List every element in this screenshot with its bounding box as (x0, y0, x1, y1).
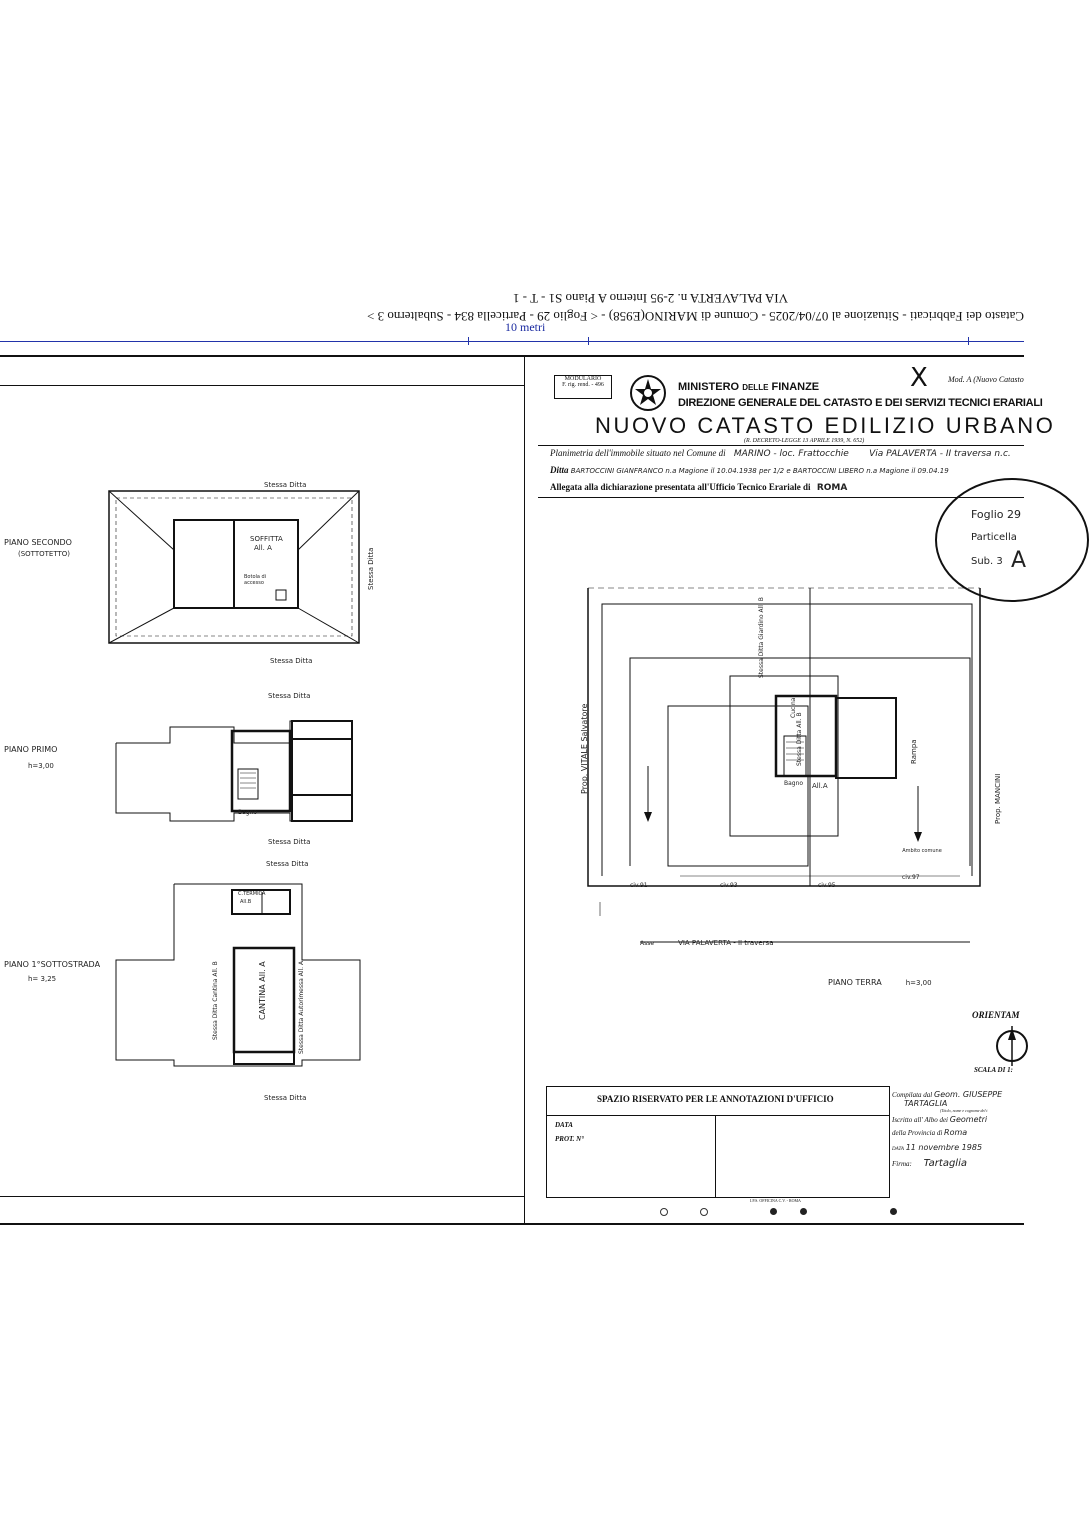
soffitta-all: All. A (254, 544, 272, 552)
rampa-label: Rampa (910, 739, 918, 764)
asse-label: Asse (640, 940, 655, 947)
particella-label: Particella (971, 532, 1017, 543)
ditta-label: Ditta (550, 465, 569, 475)
data2-label: DATA (892, 1147, 904, 1152)
office-box-title: SPAZIO RISERVATO PER LE ANNOTAZIONI D'UFFICIO (597, 1094, 834, 1104)
piano-primo-label: PIANO PRIMO h=3,00 (4, 745, 58, 770)
all-a-terra: All.A (812, 782, 828, 790)
stessa-ditta-autorimessa: Stessa Ditta Autorimessa All. A (298, 960, 305, 1054)
piano-sottostrada-label: PIANO 1°SOTTOSTRADA h= 3,25 (4, 960, 101, 983)
ministry-delle: DELLE (742, 383, 769, 392)
header-line-3: Catasto dei Fabbricati - Situazione al 07/04/2025 - Comune di MARINO(E958) - < Foglio 29 - Particella 834 - Subalterno 3 > (367, 309, 1024, 324)
header-strip (0, 290, 1024, 340)
via-value: Via PALAVERTA - II traversa n.c. (869, 449, 1011, 459)
piano-terra-label: PIANO TERRA (828, 978, 882, 987)
provincia-value: Roma (944, 1128, 968, 1137)
ditta-value: BARTOCCINI GIANFRANCO n.a Magione il 10.04.1938 per 1/2 e BARTOCCINI LIBERO n.a Magione il 09.04.19 (570, 467, 949, 475)
civ-93: civ.93 (720, 882, 738, 889)
cantina-label: CANTINA All. A (258, 961, 267, 1020)
ministry-finanze: FINANZE (771, 381, 820, 393)
emblem-icon (628, 373, 668, 413)
office-box (546, 1086, 890, 1198)
provincia-label: della Provincia di (892, 1129, 943, 1137)
c-termica-label: C.TERMICA (238, 891, 266, 897)
stessa-ditta-giardino: Stessa Ditta Giardino All. B (758, 597, 765, 678)
stessa-ditta-sott-top: Stessa Ditta (266, 860, 309, 868)
botola-label: Botola di accesso (244, 574, 267, 586)
cognome-value: TARTAGLIA (904, 1099, 948, 1108)
sub-letter: A (1011, 548, 1027, 573)
compilata-value: Geom. GIUSEPPE (934, 1090, 1003, 1099)
first-floor-plan (114, 715, 354, 825)
stessa-ditta-primo-top: Stessa Ditta (268, 692, 311, 700)
foglio-label: Foglio 29 (971, 508, 1021, 521)
allegata-label: Allegata alla dichiarazione presentata all'Ufficio Tecnico Erariale di (550, 482, 811, 492)
modulario-box (554, 375, 612, 399)
data2-value: 11 novembre 1985 (905, 1143, 983, 1152)
catasto-title: NUOVO CATASTO EDILIZIO URBANO (595, 413, 1056, 438)
decreto-line: (R. DECRETO-LEGGE 13 APRILE 1939, N. 652) (744, 438, 865, 444)
planimetria-value: MARINO - loc. Frattocchie (733, 449, 849, 459)
compilata-label: Compilata dal (892, 1091, 933, 1099)
sheet-top-border (0, 355, 1024, 357)
prop-vitale: Prop. VITALE Salvatore (580, 703, 589, 794)
office-data-label: DATA (555, 1121, 573, 1129)
stessa-ditta-roof: Stessa Ditta (270, 657, 313, 665)
firma-value: Tartaglia (923, 1158, 967, 1169)
punch-marks (640, 1208, 960, 1218)
scala-label: SCALA DI 1: (974, 1066, 1013, 1074)
compilata-block (892, 1090, 1024, 1196)
header-line-4: VIA PALAVERTA n. 2-95 Interno A Piano S1 - T - 1 (512, 291, 788, 306)
c-termica-all: All.B (240, 899, 252, 905)
office-prot-label: PROT. N° (555, 1135, 584, 1143)
ambito-comune: Ambito comune (902, 848, 942, 854)
compass-icon (992, 1024, 1032, 1068)
via-palaverta-label: VIA PALAVERTA - II traversa (678, 939, 774, 947)
civ-97: civ.97 (902, 874, 920, 881)
modulario-sub: F. rig. rend. - 496 (562, 382, 604, 388)
roof-plan (108, 490, 360, 644)
direzione-title: DIREZIONE GENERALE DEL CATASTO E DEI SERVIZI TECNICI ERARIALI (678, 397, 1043, 409)
sheet-divider (524, 355, 525, 1223)
orientamento-label: ORIENTAM (972, 1010, 1020, 1020)
bagno-terra: Bagno (784, 780, 804, 787)
stessa-ditta-right: Stessa Ditta (367, 547, 375, 590)
piano-terra-h: h=3,00 (905, 979, 932, 987)
right-header-block (538, 363, 1056, 505)
allegata-value: ROMA (816, 483, 848, 493)
prop-mancini: Prop. MANCINI (994, 773, 1002, 824)
stessa-ditta-top: Stessa Ditta (264, 481, 307, 489)
civ-95: civ.95 (818, 882, 836, 889)
planimetria-label: Planimetria dell'immobile situato nel Comune di (550, 448, 726, 458)
scale-bar (0, 341, 1024, 351)
bagno-primo: Bagno (238, 809, 258, 816)
stessa-ditta-all-b: Stessa Ditta All. B (796, 712, 803, 766)
soffitta-label: SOFFITTA (250, 535, 283, 543)
scale-bar-label: 10 metri (505, 320, 546, 334)
ground-floor-plan (580, 586, 1000, 946)
sub-label: Sub. 3 (971, 556, 1003, 567)
iscritto-value: Geometri (949, 1115, 988, 1124)
foglio-stamp (935, 478, 1089, 602)
mod-a-label: Mod. A (Nuovo Catasto (948, 375, 1024, 384)
stessa-ditta-sott-bottom: Stessa Ditta (264, 1094, 307, 1102)
iscritto-label: Iscritto all' Albo dei (892, 1116, 949, 1124)
sheet-bottom-border (0, 1223, 1024, 1225)
modulario-label: MODULARIO (564, 376, 602, 382)
cucina-label: Cucina (790, 697, 797, 718)
basement-plan (112, 882, 362, 1072)
stessa-ditta-primo-bottom: Stessa Ditta (268, 838, 311, 846)
piano-secondo-label: PIANO SECONDO (SOTTOTETTO) (4, 538, 72, 558)
office-stamp-code: I.P.S. OFFICINA C.V. - ROMA (750, 1198, 801, 1203)
ministry-label: MINISTERO (678, 381, 740, 393)
titolo-hint: (Titolo, nome e cognome del t (940, 1108, 988, 1113)
x-mark: X (910, 363, 928, 393)
stessa-ditta-cantina: Stessa Ditta Cantina All. B (212, 961, 219, 1040)
firma-label: Firma: (892, 1160, 912, 1168)
civ-91: civ.91 (630, 882, 648, 889)
